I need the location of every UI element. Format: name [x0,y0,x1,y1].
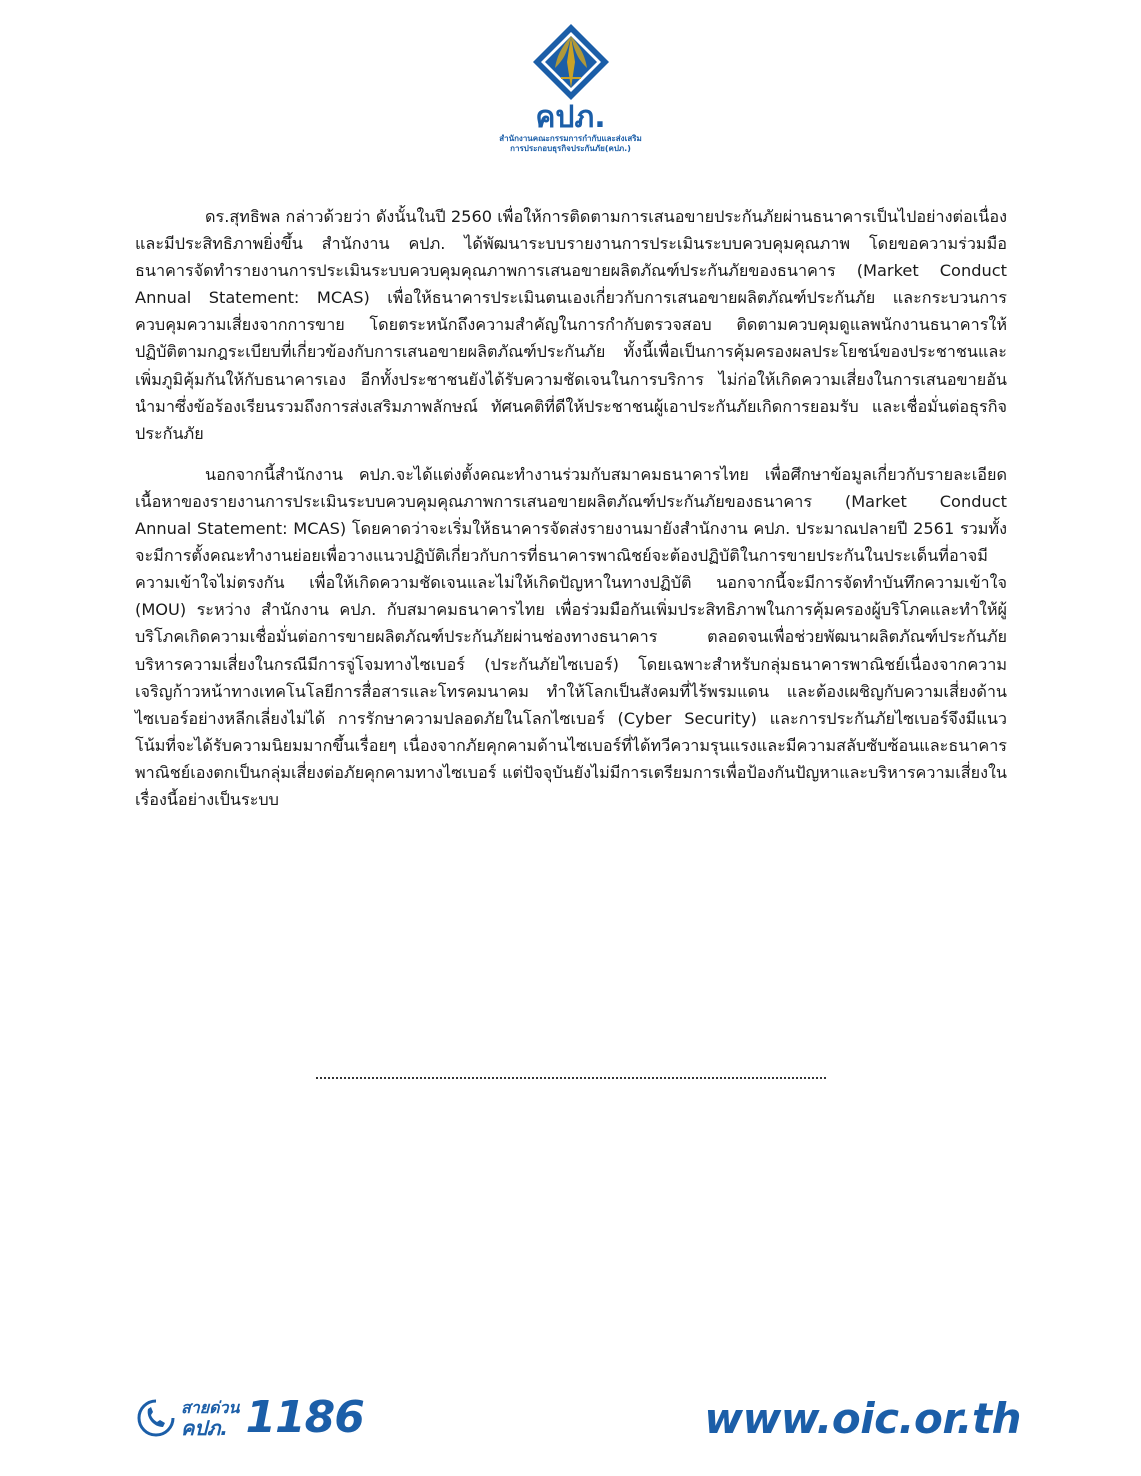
logo-subtitle-line2: การประกอบธุรกิจประกันภัย(คปภ.) [510,144,631,153]
hotline-label: สายด่วน [181,1397,240,1417]
hotline-text [181,1398,239,1438]
website-link[interactable]: www.oic.or.th [704,1394,1021,1443]
oic-logo-icon [531,22,611,100]
hotline-block [135,1392,364,1443]
logo-abbreviation: คปภ. [535,100,606,135]
dotted-divider [316,1077,826,1079]
article-body [135,203,1007,813]
paragraph-1: ดร.สุทธิพล กล่าวด้วยว่า ดังนั้นในปี 2560 เพื่อให้การติดตามการเสนอขายประกันภัยผ่านธนาคารเป็นไปอย่างต่อเนื่องและมีประสิทธิภาพยิ่งขึ้น สำนักงาน คปภ. ได้พัฒนาระบบรายงานการประเมินระบบควบคุมคุณภาพ โดยขอความร่วมมือธนาคารจัดทำรายงานการประเมินระบบควบคุมคุณภาพการเสนอขายผลิตภัณฑ์ประกันภัยของธนาคาร (Market Conduct Annual Statement: MCAS) เพื่อให้ธนาคารประเมินตนเองเกี่ยวกับการเสนอขายผลิตภัณฑ์ประกันภัย และกระบวนการควบคุมความเสี่ยงจากการขาย โดยตระหนักถึงความสำคัญในการกำกับตรวจสอบ ติดตามควบคุมดูแลพนักงานธนาคารให้ปฏิบัติตามกฎระเบียบที่เกี่ยวข้องกับการเสนอขายผลิตภัณฑ์ประกันภัย ทั้งนี้เพื่อเป็นการคุ้มครองผลประโยชน์ของประชาชนและเพิ่มภูมิคุ้มกันให้กับธนาคารเอง อีกทั้งประชาชนยังได้รับความชัดเจนในการบริการ ไม่ก่อให้เกิดความเสี่ยงในการเสนอขายอันนำมาซึ่งข้อร้องเรียนรวมถึงการส่งเสริมภาพลักษณ์ ทัศนคติที่ดีให้ประชาชนผู้เอาประกันภัยเกิดการยอมรับ และเชื่อมั่นต่อธุรกิจประกันภัย [135,207,1007,443]
logo-subtitle-line1: สำนักงานคณะกรรมการกำกับและส่งเสริม [499,134,642,143]
hotline-number[interactable]: 1186 [245,1392,364,1443]
paragraph-2: นอกจากนี้สำนักงาน คปภ.จะได้แต่งตั้งคณะทำงานร่วมกับสมาคมธนาคารไทย เพื่อศึกษาข้อมูลเกี่ยวกับรายละเอียดเนื้อหาของรายงานการประเมินระบบควบคุมคุณภาพการเสนอขายผลิตภัณฑ์ประกันภัยของธนาคาร (Market Conduct Annual Statement: MCAS) โดยคาดว่าจะเริ่มให้ธนาคารจัดส่งรายงานมายังสำนักงาน คปภ. ประมาณปลายปี 2561 รวมทั้งจะมีการตั้งคณะทำงานย่อยเพื่อวางแนวปฏิบัติเกี่ยวกับการที่ธนาคารพาณิชย์จะต้องปฏิบัติในการขายประกันในประเด็นที่อาจมีความเข้าใจไม่ตรงกัน เพื่อให้เกิดความชัดเจนและไม่ให้เกิดปัญหาในทางปฏิบัติ นอกจากนี้จะมีการจัดทำบันทึกความเข้าใจ (MOU) ระหว่าง สำนักงาน คปภ. กับสมาคมธนาคารไทย เพื่อร่วมมือกันเพิ่มประสิทธิภาพในการคุ้มครองผู้บริโภคและทำให้ผู้บริโภคเกิดความเชื่อมั่นต่อการขายผลิตภัณฑ์ประกันภัยผ่านช่องทางธนาคาร ตลอดจนเพื่อช่วยพัฒนาผลิตภัณฑ์ประกันภัยบริหารความเสี่ยงในกรณีมีการจู่โจมทางไซเบอร์ (ประกันภัยไซเบอร์) โดยเฉพาะสำหรับกลุ่มธนาคารพาณิชย์เนื่องจากความเจริญก้าวหน้าทางเทคโนโลยีการสื่อสารและโทรคมนาคม ทำให้โลกเป็นสังคมที่ไร้พรมแดน และต้องเผชิญกับความเสี่ยงด้านไซเบอร์อย่างหลีกเลี่ยงไม่ได้ การรักษาความปลอดภัยในโลกไซเบอร์ (Cyber Security) และการประกันภัยไซเบอร์จึงมีแนวโน้มที่จะได้รับความนิยมมากขึ้นเรื่อยๆ เนื่องจากภัยคุกคามด้านไซเบอร์ที่ได้ทวีความรุนแรงและมีความสลับซับซ้อนและธนาคารพาณิชย์เองตกเป็นกลุ่มเสี่ยงต่อภัยคุกคามทางไซเบอร์ แต่ปัจจุบันยังไม่มีการเตรียมการเพื่อป้องกันปัญหาและบริหารความเสี่ยงในเรื่องนี้อย่างเป็นระบบ [135,464,1007,809]
phone-icon [135,1397,177,1439]
hotline-abbr: คปภ. [181,1415,228,1440]
header [0,22,1141,154]
